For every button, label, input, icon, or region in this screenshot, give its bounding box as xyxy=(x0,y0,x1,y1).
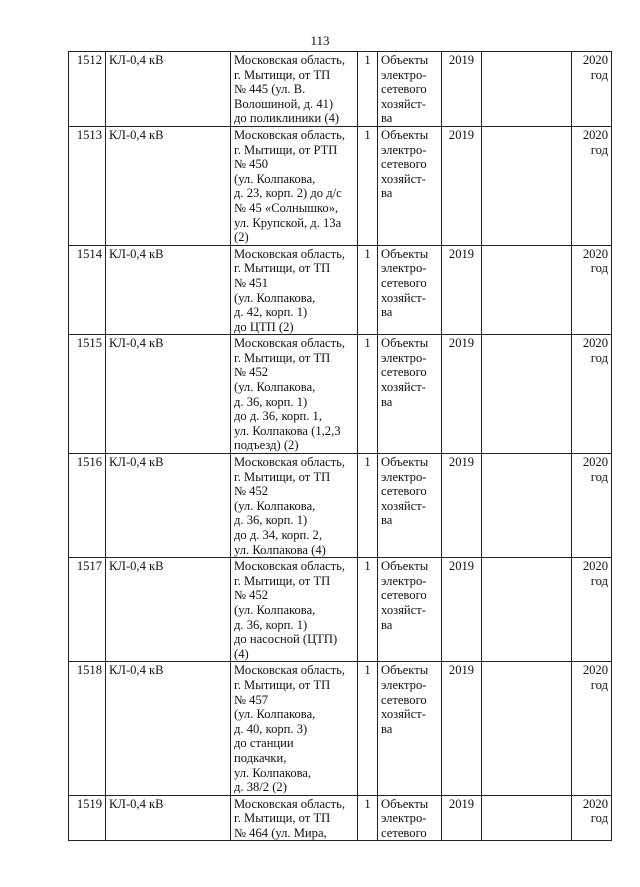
plan-year-cell: 2020 год xyxy=(572,52,612,127)
category-cell: Объекты электро- сетевого хозяйст- ва xyxy=(378,454,442,558)
table-row xyxy=(69,335,612,454)
category-cell: Объекты электро- сетевого хозяйст- ва xyxy=(378,335,442,454)
table-row xyxy=(69,126,612,245)
row-number: 1516 xyxy=(69,454,106,558)
year-cell: 2019 xyxy=(442,454,482,558)
quantity-cell: 1 xyxy=(358,335,378,454)
category-cell: Объекты электро- сетевого хозяйст- ва xyxy=(378,245,442,335)
row-number: 1517 xyxy=(69,558,106,662)
address-cell: Московская область, г. Мытищи, от ТП № 464 (ул. Мира, xyxy=(231,795,358,841)
year-cell: 2019 xyxy=(442,52,482,127)
line-type: КЛ-0,4 кВ xyxy=(106,52,231,127)
row-number: 1512 xyxy=(69,52,106,127)
plan-year-cell: 2020 год xyxy=(572,245,612,335)
empty-cell xyxy=(482,454,572,558)
address-cell: Московская область, г. Мытищи, от ТП № 445 (ул. В. Волошиной, д. 41) до поликлиники (4) xyxy=(231,52,358,127)
table-row xyxy=(69,454,612,558)
quantity-cell: 1 xyxy=(358,126,378,245)
quantity-cell: 1 xyxy=(358,558,378,662)
page-number: 113 xyxy=(310,33,330,48)
category-cell: Объекты электро- сетевого хозяйст- ва xyxy=(378,52,442,127)
table-row xyxy=(69,662,612,795)
table-row xyxy=(69,245,612,335)
table-row xyxy=(69,52,612,127)
year-cell: 2019 xyxy=(442,245,482,335)
line-type: КЛ-0,4 кВ xyxy=(106,335,231,454)
address-cell: Московская область, г. Мытищи, от ТП № 452 (ул. Колпакова, д. 36, корп. 1) до д. 34, корп. 2, ул. Колпакова (4) xyxy=(231,454,358,558)
year-cell: 2019 xyxy=(442,126,482,245)
category-cell: Объекты электро- сетевого хозяйст- ва xyxy=(378,126,442,245)
address-cell: Московская область, г. Мытищи, от РТП № 450 (ул. Колпакова, д. 23, корп. 2) до д/с № 45 «Солнышко», ул. Крупской, д. 13а (2) xyxy=(231,126,358,245)
address-cell: Московская область, г. Мытищи, от ТП № 457 (ул. Колпакова, д. 40, корп. 3) до станции подкачки, ул. Колпакова, д. 38/2 (2) xyxy=(231,662,358,795)
quantity-cell: 1 xyxy=(358,795,378,841)
category-cell: Объекты электро- сетевого хозяйст- ва xyxy=(378,662,442,795)
table-row xyxy=(69,795,612,841)
row-number: 1518 xyxy=(69,662,106,795)
quantity-cell: 1 xyxy=(358,245,378,335)
empty-cell xyxy=(482,335,572,454)
plan-year-cell: 2020 год xyxy=(572,662,612,795)
quantity-cell: 1 xyxy=(358,662,378,795)
quantity-cell: 1 xyxy=(358,454,378,558)
empty-cell xyxy=(482,795,572,841)
plan-year-cell: 2020 год xyxy=(572,126,612,245)
empty-cell xyxy=(482,52,572,127)
year-cell: 2019 xyxy=(442,558,482,662)
row-number: 1514 xyxy=(69,245,106,335)
address-cell: Московская область, г. Мытищи, от ТП № 452 (ул. Колпакова, д. 36, корп. 1) до насосной (ЦТП) (4) xyxy=(231,558,358,662)
category-cell: Объекты электро- сетевого xyxy=(378,795,442,841)
quantity-cell: 1 xyxy=(358,52,378,127)
year-cell: 2019 xyxy=(442,795,482,841)
line-type: КЛ-0,4 кВ xyxy=(106,245,231,335)
year-cell: 2019 xyxy=(442,335,482,454)
category-cell: Объекты электро- сетевого хозяйст- ва xyxy=(378,558,442,662)
line-type: КЛ-0,4 кВ xyxy=(106,795,231,841)
line-type: КЛ-0,4 кВ xyxy=(106,126,231,245)
empty-cell xyxy=(482,558,572,662)
empty-cell xyxy=(482,245,572,335)
empty-cell xyxy=(482,126,572,245)
empty-cell xyxy=(482,662,572,795)
registry-table xyxy=(68,51,612,841)
plan-year-cell: 2020 год xyxy=(572,558,612,662)
row-number: 1515 xyxy=(69,335,106,454)
row-number: 1513 xyxy=(69,126,106,245)
plan-year-cell: 2020 год xyxy=(572,454,612,558)
row-number: 1519 xyxy=(69,795,106,841)
plan-year-cell: 2020 год xyxy=(572,335,612,454)
line-type: КЛ-0,4 кВ xyxy=(106,454,231,558)
line-type: КЛ-0,4 кВ xyxy=(106,558,231,662)
table-row xyxy=(69,558,612,662)
address-cell: Московская область, г. Мытищи, от ТП № 452 (ул. Колпакова, д. 36, корп. 1) до д. 36, корп. 1, ул. Колпакова (1,2,3 подъезд) (2) xyxy=(231,335,358,454)
plan-year-cell: 2020 год xyxy=(572,795,612,841)
line-type: КЛ-0,4 кВ xyxy=(106,662,231,795)
year-cell: 2019 xyxy=(442,662,482,795)
address-cell: Московская область, г. Мытищи, от ТП № 451 (ул. Колпакова, д. 42, корп. 1) до ЦТП (2) xyxy=(231,245,358,335)
